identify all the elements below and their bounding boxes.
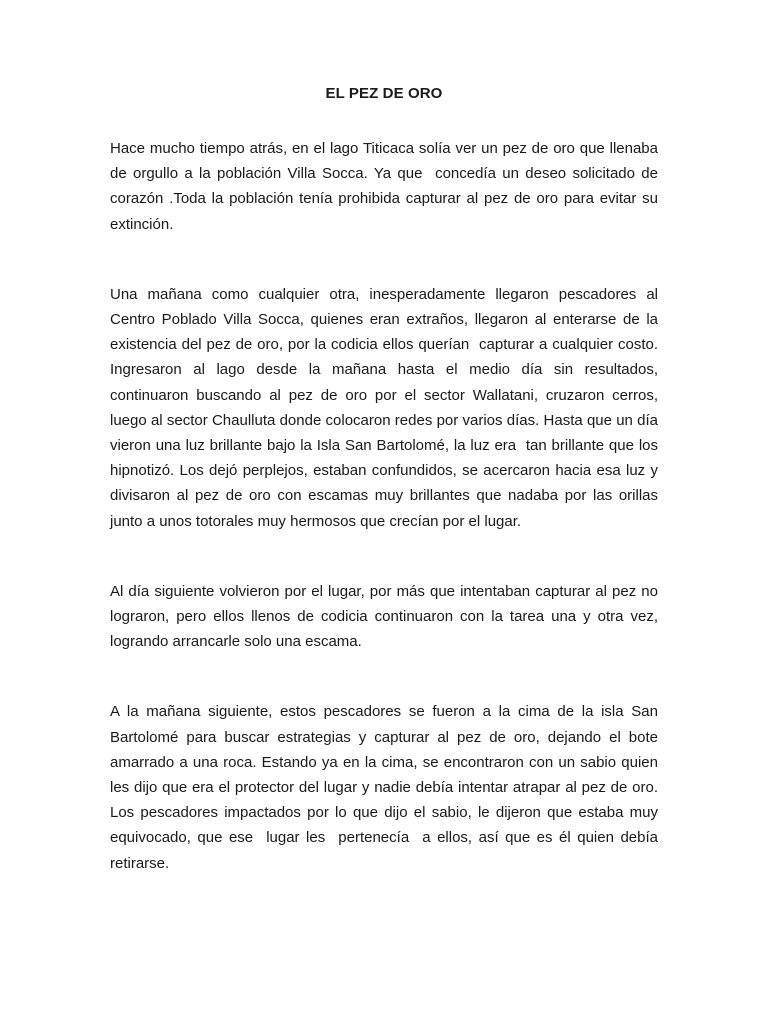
document-title: EL PEZ DE ORO	[325, 85, 443, 102]
paragraph-2: Una mañana como cualquier otra, inesperadamente llegaron pescadores al Centro Poblado Villa Socca, quienes eran extraños, llegaron al enterarse de la existencia del pez de oro, por la codicia ellos querían capturar a cualquier costo. Ingresaron al lago desde la mañana hasta el medio día sin resultados, continuaron buscando al pez de oro por el sector Wallatani, cruzaron cerros, luego al sector Chaulluta donde colocaron redes por varios días. Hasta que un día vieron una luz brillante bajo la Isla San Bartolomé, la luz era tan brillante que los hipnotizó. Los dejó perplejos, estaban confundidos, se acercaron hacia esa luz y divisaron al pez de oro con escamas muy brillantes que nadaba por las orillas junto a unos totorales muy hermosos que crecían por el lugar.	[110, 285, 667, 530]
paragraph-3: Al día siguiente volvieron por el lugar, por más que intentaban capturar al pez no lograron, pero ellos llenos de codicia continuaron con la tarea una y otra vez, logrando arrancarle solo una escama.	[110, 582, 663, 651]
paragraph-1: Hace mucho tiempo atrás, en el lago Titicaca solía ver un pez de oro que llenaba de orgullo a la población Villa Socca. Ya que concedía un deseo solicitado de corazón .Toda la población tenía prohibida capturar al pez de oro para evitar su extinción.	[110, 140, 663, 233]
paragraph-4: A la mañana siguiente, estos pescadores se fueron a la cima de la isla San Bartolomé para buscar estrategias y capturar al pez de oro, dejando el bote amarrado a una roca. Estando ya en la cima, se encontraron con un sabio quien les dijo que era el protector del lugar y nadie debía intentar atrapar al pez de oro. Los pescadores impactados por lo que dijo el sabio, le dijeron que estaba muy equivocado, que ese lugar les pertenecía a ellos, así que es él quien debía retirarse.	[110, 703, 663, 872]
